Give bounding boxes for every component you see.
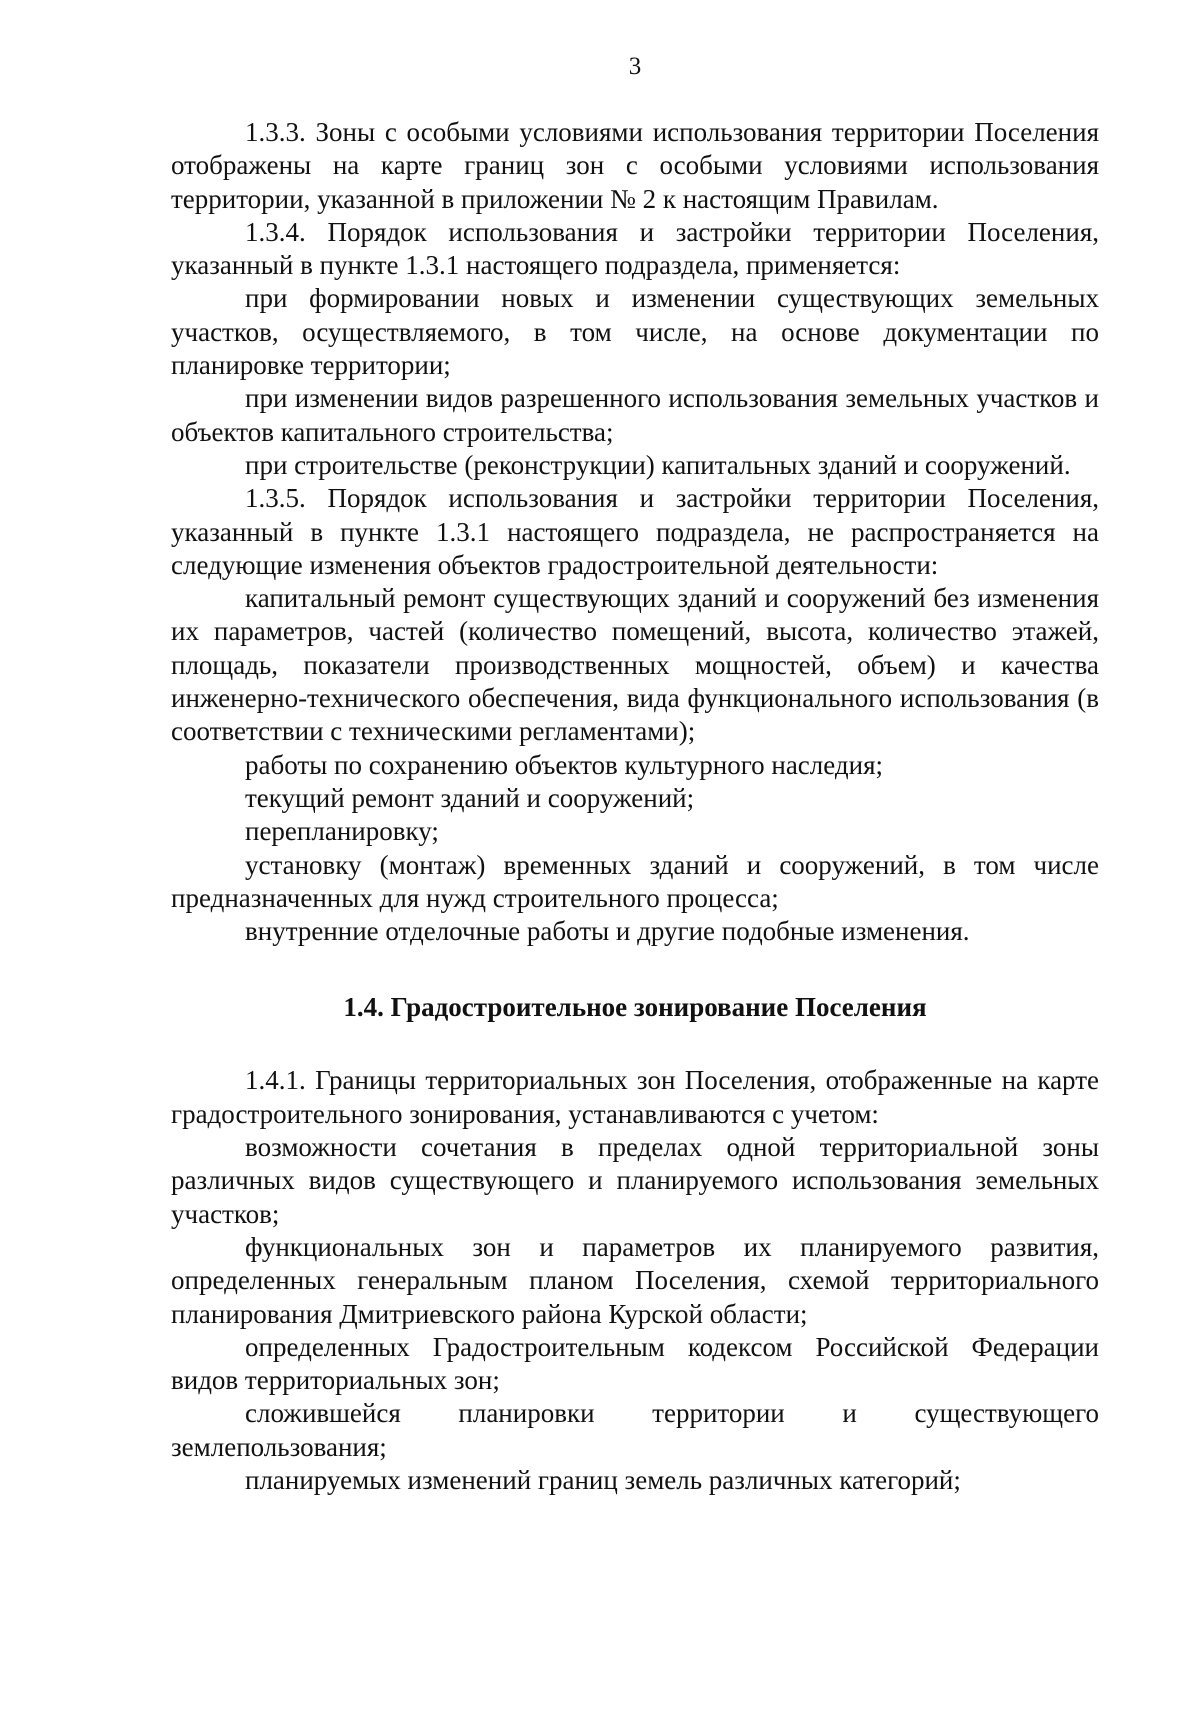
list-item: капитальный ремонт существующих зданий и сооружений без изменения их параметров, частей (количество помещений, высота, количество этажей, площадь, показатели производственных мощностей, объем) и качества инженерно-технического обеспечения, вида функционального использования (в соответствии с техническими регламентами); <box>171 583 1099 747</box>
list-item: работы по сохранению объектов культурного наследия; <box>245 749 883 780</box>
page-number: 3 <box>628 53 642 80</box>
list-item: возможности сочетания в пределах одной территориальной зоны различных видов существующего и планируемого использования земельных участков; <box>171 1132 1099 1229</box>
list-item: при строительстве (реконструкции) капитальных зданий и сооружений. <box>245 449 1071 480</box>
paragraph-1-3-4: 1.3.4. Порядок использования и застройки территории Поселения, указанный в пункте 1.3.1 настоящего подраздела, применяется: <box>171 216 1099 281</box>
list-item: установку (монтаж) временных зданий и сооружений, в том числе предназначенных для нужд строительного процесса; <box>171 849 1099 913</box>
section-heading-1-4: 1.4. Градостроительное зонирование Поселения <box>343 992 927 1023</box>
list-item: определенных Градостроительным кодексом Российской Федерации видов территориальных зон; <box>171 1331 1099 1396</box>
list-item: при изменении видов разрешенного использования земельных участков и объектов капитального строительства; <box>171 383 1099 447</box>
list-item: текущий ремонт зданий и сооружений; <box>245 782 695 813</box>
list-item: перепланировку; <box>245 816 439 847</box>
paragraph-1-4-1: 1.4.1. Границы территориальных зон Поселения, отображенные на карте градостроительного зонирования, устанавливаются с учетом: <box>171 1065 1099 1129</box>
list-item: функциональных зон и параметров их планируемого развития, определенных генеральным планом Поселения, схемой территориального планирования Дмитриевского района Курской области; <box>171 1231 1099 1329</box>
list-item: при формировании новых и изменении существующих земельных участков, осуществляемого, в том числе, на основе документации по планировке территории; <box>171 283 1099 381</box>
list-item: сложившейся планировки территории и существующего землепользования; <box>171 1398 1099 1462</box>
document-body <box>171 116 1099 1497</box>
list-item: внутренние отделочные работы и другие подобные изменения. <box>245 916 970 947</box>
paragraph-1-3-3: 1.3.3. Зоны с особыми условиями использования территории Поселения отображены на карте границ зон с особыми условиями использования территории, указанной в приложении № 2 к настоящим Правилам. <box>171 117 1099 214</box>
document-page <box>171 0 1099 1714</box>
paragraph-1-3-5: 1.3.5. Порядок использования и застройки территории Поселения, указанный в пункте 1.3.1 настоящего подраздела, не распространяется на следующие изменения объектов градостроительной деятельности: <box>171 483 1099 580</box>
list-item: планируемых изменений границ земель различных категорий; <box>245 1464 961 1495</box>
